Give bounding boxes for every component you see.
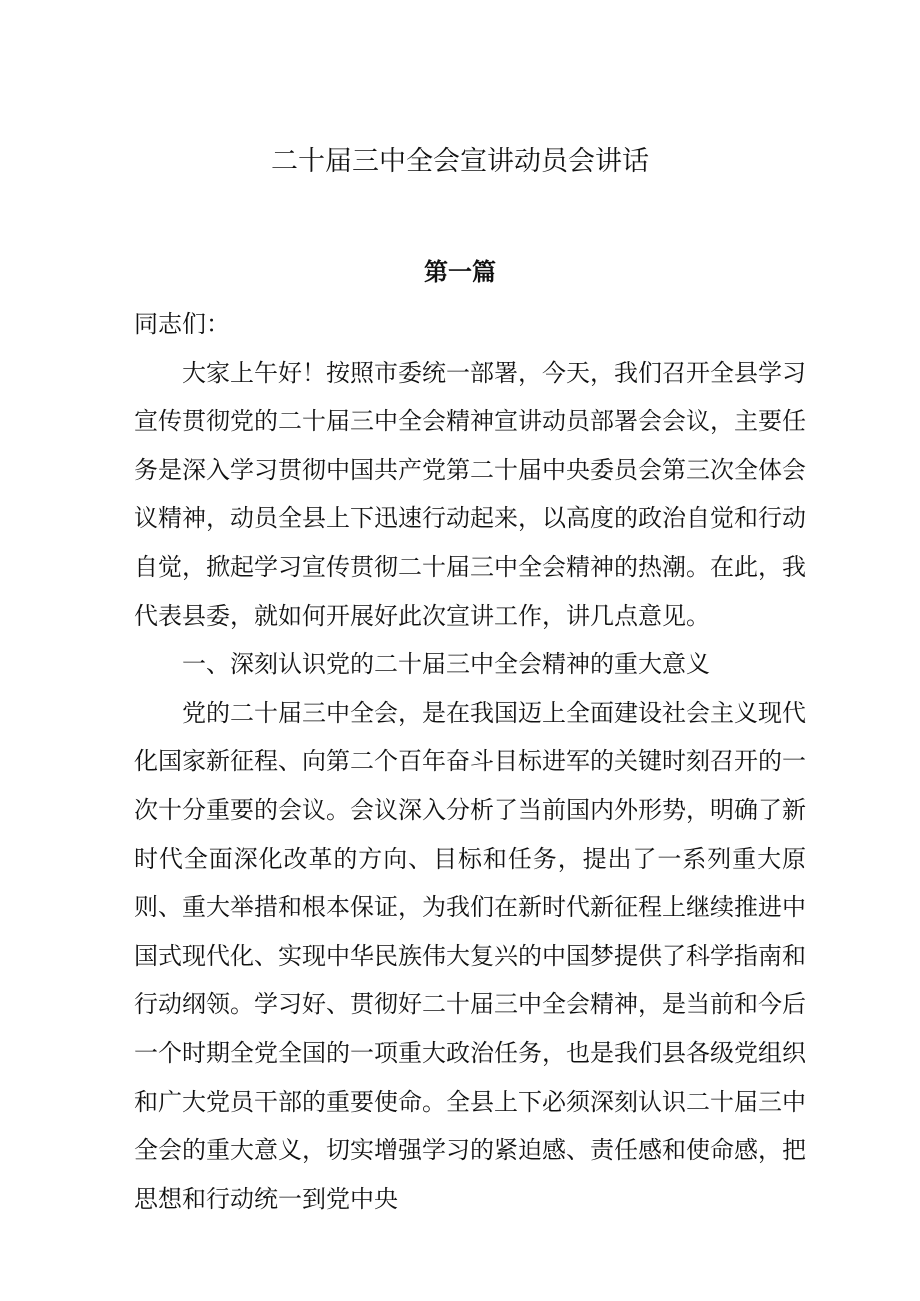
document-body: [134, 300, 806, 1223]
paragraph-opening: 大家上午好！按照市委统一部署，今天，我们召开全县学习宣传贯彻党的二十届三中全会精神宣讲动员部署会会议，主要任务是深入学习贯彻中国共产党第二十届中央委员会第三次全体会议精神，动员全县上下迅速行动起来，以高度的政治自觉和行动自觉，掀起学习宣传贯彻二十届三中全会精神的热潮。在此，我代表县委，就如何开展好此次宣讲工作，讲几点意见。: [134, 358, 806, 630]
document-title: 二十届三中全会宣讲动员会讲话: [271, 146, 649, 177]
paragraph-significance: 党的二十届三中全会，是在我国迈上全面建设社会主义现代化国家新征程、向第二个百年奋斗目标进军的关键时刻召开的一次十分重要的会议。会议深入分析了当前国内外形势，明确了新时代全面深化改革的方向、目标和任务，提出了一系列重大原则、重大举措和根本保证，为我们在新时代新征程上继续推进中国式现代化、实现中华民族伟大复兴的中国梦提供了科学指南和行动纲领。学习好、贯彻好二十届三中全会精神，是当前和今后一个时期全党全国的一项重大政治任务，也是我们县各级党组织和广大党员干部的重要使命。全县上下必须深刻认识二十届三中全会的重大意义，切实增强学习的紧迫感、责任感和使命感，把思想和行动统一到党中央: [134, 698, 806, 1213]
document-subtitle: 第一篇: [424, 258, 496, 286]
section-heading-1: 一、深刻认识党的二十届三中全会精神的重大意义: [182, 650, 710, 679]
salutation: 同志们：: [134, 310, 230, 338]
